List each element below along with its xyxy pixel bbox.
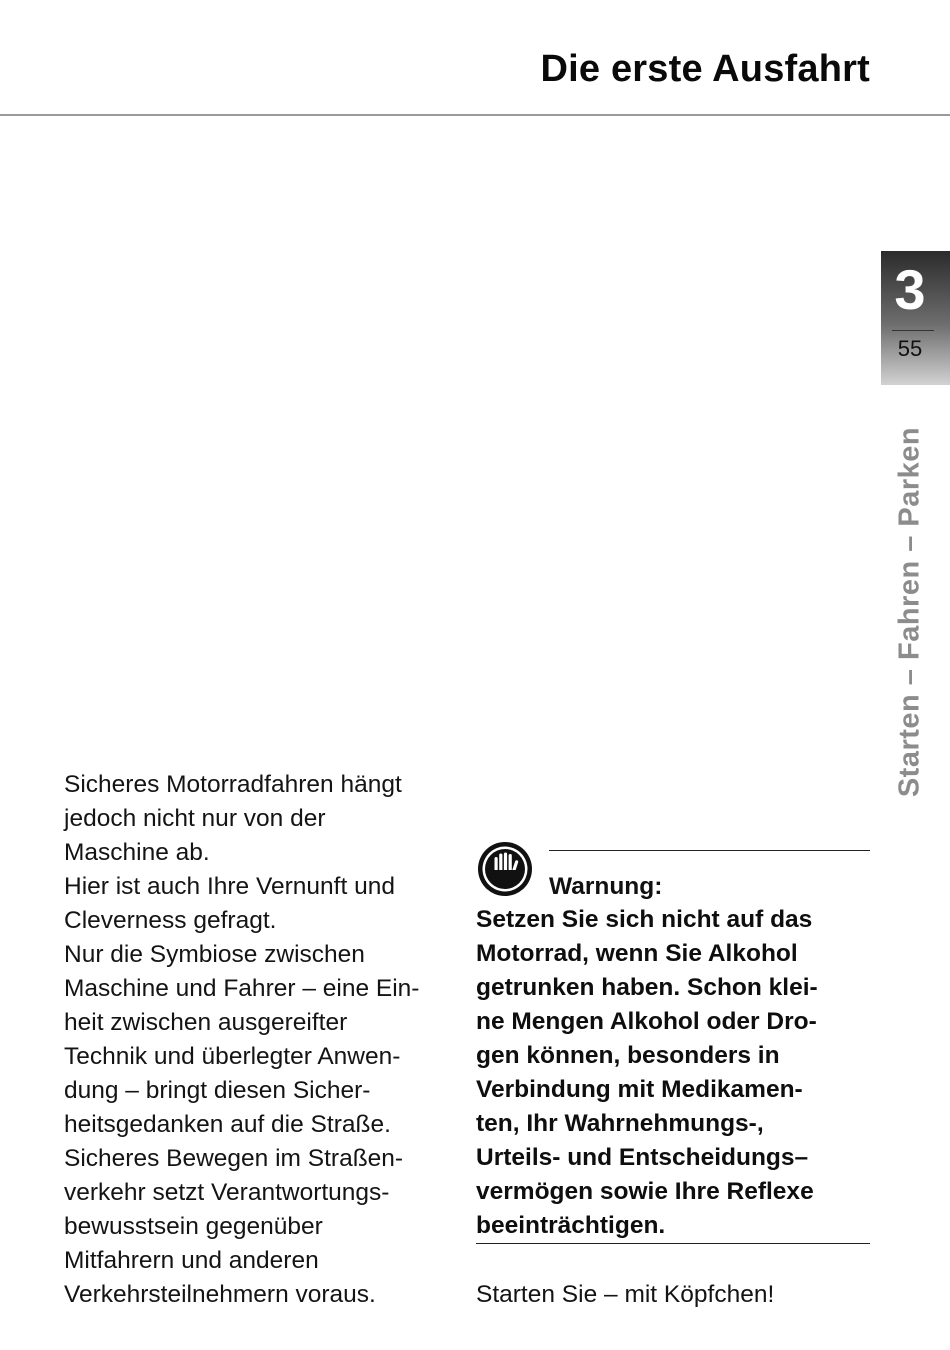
header-divider — [0, 114, 950, 116]
body-line: Sicheres Motorradfahren hängt — [64, 771, 402, 798]
body-line: Mitfahrern und anderen — [64, 1247, 319, 1274]
warning-line: ten, Ihr Wahrnehmungs-, — [476, 1110, 764, 1137]
body-line: heitsgedanken auf die Straße. — [64, 1111, 391, 1138]
warning-line: Motorrad, wenn Sie Alkohol — [476, 940, 798, 967]
body-line: Hier ist auch Ihre Vernunft und — [64, 873, 395, 900]
body-line: Sicheres Bewegen im Straßen- — [64, 1145, 404, 1172]
body-text — [64, 768, 464, 1312]
body-line: heit zwischen ausgereifter — [64, 1009, 348, 1036]
warning-line: beeinträchtigen. — [476, 1212, 666, 1239]
warning-line: Urteils- und Entscheidungs– — [476, 1144, 809, 1171]
chapter-divider — [892, 330, 934, 331]
chapter-number: 3 — [894, 258, 926, 321]
body-line: bewusstsein gegenüber — [64, 1213, 323, 1240]
warning-line: Verbindung mit Medikamen- — [476, 1076, 803, 1103]
warning-label: Warnung: — [549, 873, 663, 900]
body-line: Nur die Symbiose zwischen — [64, 941, 365, 968]
warning-divider-bottom — [476, 1243, 870, 1244]
section-label: Starten – Fahren – Parken — [893, 426, 926, 798]
warning-line: getrunken haben. Schon klei- — [476, 974, 818, 1001]
page-number: 55 — [897, 336, 923, 361]
body-line: Verkehrsteilnehmern voraus. — [64, 1281, 376, 1308]
body-line: dung – bringt diesen Sicher- — [64, 1077, 371, 1104]
warning-divider-top — [549, 850, 870, 851]
body-line: Maschine ab. — [64, 839, 210, 866]
stop-hand-icon — [476, 840, 534, 898]
body-line: jedoch nicht nur von der — [64, 805, 326, 832]
warning-text — [476, 903, 876, 1243]
body-line: Cleverness gefragt. — [64, 907, 277, 934]
warning-line: Setzen Sie sich nicht auf das — [476, 906, 813, 933]
warning-line: vermögen sowie Ihre Reflexe — [476, 1178, 814, 1205]
body-line: verkehr setzt Verantwortungs- — [64, 1179, 390, 1206]
body-line: Maschine und Fahrer – eine Ein- — [64, 975, 420, 1002]
warning-line: gen können, besonders in — [476, 1042, 780, 1069]
body-line: Technik und überlegter Anwen- — [64, 1043, 401, 1070]
warning-line: ne Mengen Alkohol oder Dro- — [476, 1008, 817, 1035]
page-title: Die erste Ausfahrt — [540, 48, 870, 90]
closing-line: Starten Sie – mit Köpfchen! — [476, 1281, 775, 1308]
